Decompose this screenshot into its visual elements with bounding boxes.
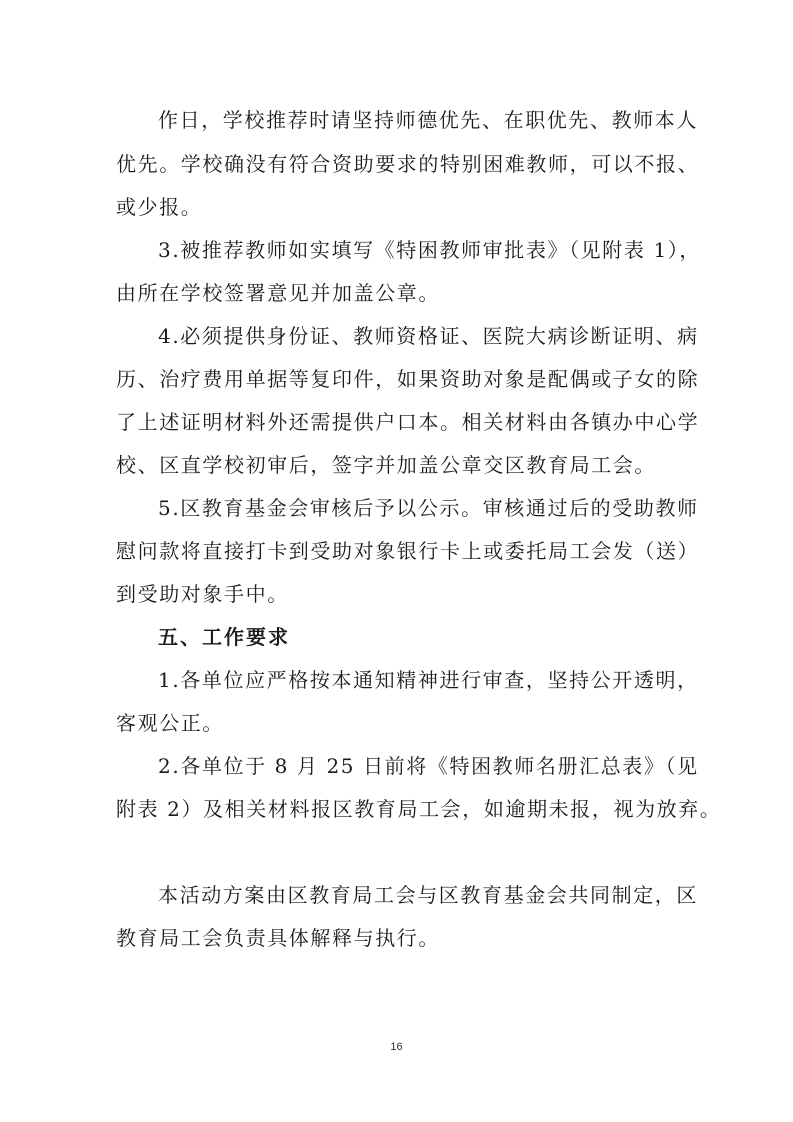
body-text-line: 附表 2）及相关材料报区教育局工会，如逾期未报，视为放弃。 xyxy=(116,797,722,821)
closing-paragraph: 本活动方案由区教育局工会与区教育基金会共同制定，区 xyxy=(158,883,698,907)
list-item-5: 5.区教育基金会审核后予以公示。审核通过后的受助教师 xyxy=(158,496,699,520)
body-text-line: 作日，学校推荐时请坚持师德优先、在职优先、教师本人 xyxy=(158,108,698,132)
body-text-line: 客观公正。 xyxy=(116,711,224,735)
body-text-line: 由所在学校签署意见并加盖公章。 xyxy=(116,281,440,305)
body-text-line: 教育局工会负责具体解释与执行。 xyxy=(116,926,440,950)
section-heading: 五、工作要求 xyxy=(158,625,290,649)
body-text-line: 优先。学校确没有符合资助要求的特别困难教师，可以不报、 xyxy=(116,152,700,176)
page-number: 16 xyxy=(390,1041,403,1053)
body-text-line: 慰问款将直接打卡到受助对象银行卡上或委托局工会发（送） xyxy=(116,539,700,563)
body-text-line: 了上述证明材料外还需提供户口本。相关材料由各镇办中心学 xyxy=(116,410,700,434)
body-text-line: 校、区直学校初审后，签字并加盖公章交区教育局工会。 xyxy=(116,453,656,477)
body-text-line: 或少报。 xyxy=(116,195,203,219)
list-item-1: 1.各单位应严格按本通知精神进行审查，坚持公开透明， xyxy=(158,668,699,692)
list-item-3: 3.被推荐教师如实填写《特困教师审批表》（见附表 1）， xyxy=(158,238,701,262)
body-text-line: 到受助对象手中。 xyxy=(116,582,289,606)
list-item-4: 4.必须提供身份证、教师资格证、医院大病诊断证明、病 xyxy=(158,324,699,348)
list-item-2: 2.各单位于 8 月 25 日前将《特困教师名册汇总表》（见 xyxy=(158,754,699,778)
body-text-line: 历、治疗费用单据等复印件，如果资助对象是配偶或子女的除 xyxy=(116,367,700,391)
